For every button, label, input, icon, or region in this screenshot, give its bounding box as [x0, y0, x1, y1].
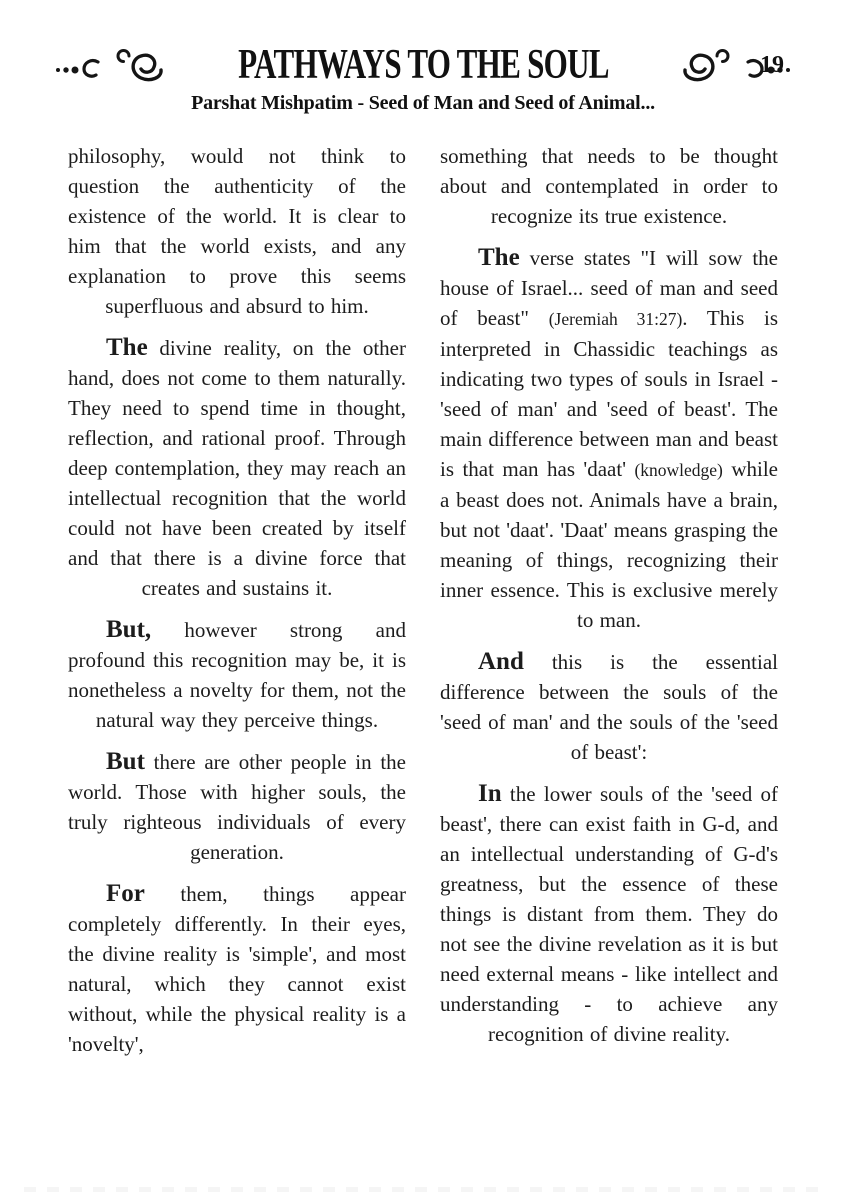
paragraph: [68, 879, 406, 1059]
paragraph-text: something that needs to be thought about and contemplated in order to recognize its true existence.: [440, 144, 778, 228]
title-row: [0, 42, 846, 88]
left-column: [68, 141, 406, 1071]
paragraph-lead-word: But: [106, 748, 145, 775]
paragraph: [68, 747, 406, 867]
paragraph-lead-word: But,: [106, 616, 152, 643]
paragraph-text: while a beast does not. Animals have a brain, but not 'daat'. 'Daat' means grasping the meaning of things, recognizing their inner essence. This is exclusive merely to man.: [440, 457, 778, 632]
scan-artifact-row: [24, 1187, 822, 1192]
page-title: PATHWAYS TO THE SOUL: [237, 42, 609, 88]
paragraph: [68, 333, 406, 603]
right-column: [440, 141, 778, 1071]
paragraph-lead-word: The: [478, 244, 520, 271]
paragraph: [68, 615, 406, 735]
paragraph: [68, 141, 406, 321]
paragraph-lead-word: The: [106, 334, 148, 361]
paragraph-lead-word: And: [478, 648, 524, 675]
paragraph: [440, 243, 778, 635]
paragraph-text: them, things appear completely differently. In their eyes, the divine reality is 'simple', and most natural, which they cannot exist without, while the physical reality is a 'novelty',: [68, 882, 406, 1056]
page-number: 19: [760, 52, 784, 78]
two-column-content: [0, 141, 846, 1071]
paragraph-text: (Jeremiah 31:27): [548, 309, 683, 329]
paragraph-lead-word: In: [478, 780, 502, 807]
paragraph-text: the lower souls of the 'seed of beast', there can exist faith in G-d, and an intellectual understanding of G-d's greatness, but the essence of these things is distant from them. They do not see the divine revelation as it is but need external means - like intellect and understanding - to achieve any recognition of divine reality.: [440, 782, 778, 1046]
flourish-left-icon: [53, 47, 165, 83]
page-header: [0, 0, 846, 115]
paragraph-text: divine reality, on the other hand, does not come to them naturally. They need to spend time in thought, reflection, and rational proof. Through deep contemplation, they may reach an intellectual recognition that the world could not have been created by itself and that there is a divine force that creates and sustains it.: [68, 336, 406, 600]
paragraph: [440, 779, 778, 1049]
paragraph-text: verse states "I will sow the house of Israel... seed of man and seed of beast": [440, 246, 778, 330]
paragraph-text: (knowledge): [634, 460, 723, 480]
page-subtitle: Parshat Mishpatim - Seed of Man and Seed of Animal...: [191, 92, 655, 114]
paragraph: [440, 647, 778, 767]
paragraph-text: however strong and profound this recognition may be, it is nonetheless a novelty for them, not the natural way they perceive things.: [68, 618, 406, 732]
paragraph: [440, 141, 778, 231]
paragraph-text: there are other people in the world. Those with higher souls, the truly righteous individuals of every generation.: [68, 750, 406, 864]
paragraph-text: . This is interpreted in Chassidic teachings as indicating two types of souls in Israel - 'seed of man' and 'seed of beast'. The main difference between man and beast is that man has 'daat': [440, 306, 778, 481]
paragraph-text: this is the essential difference between the souls of the 'seed of man' and the souls of the 'seed of beast':: [440, 650, 778, 764]
paragraph-text: philosophy, would not think to question the authenticity of the existence of the world. It is clear to him that the world exists, and any explanation to prove this seems superfluous and absurd to him.: [68, 144, 406, 318]
paragraph-lead-word: For: [106, 880, 145, 907]
